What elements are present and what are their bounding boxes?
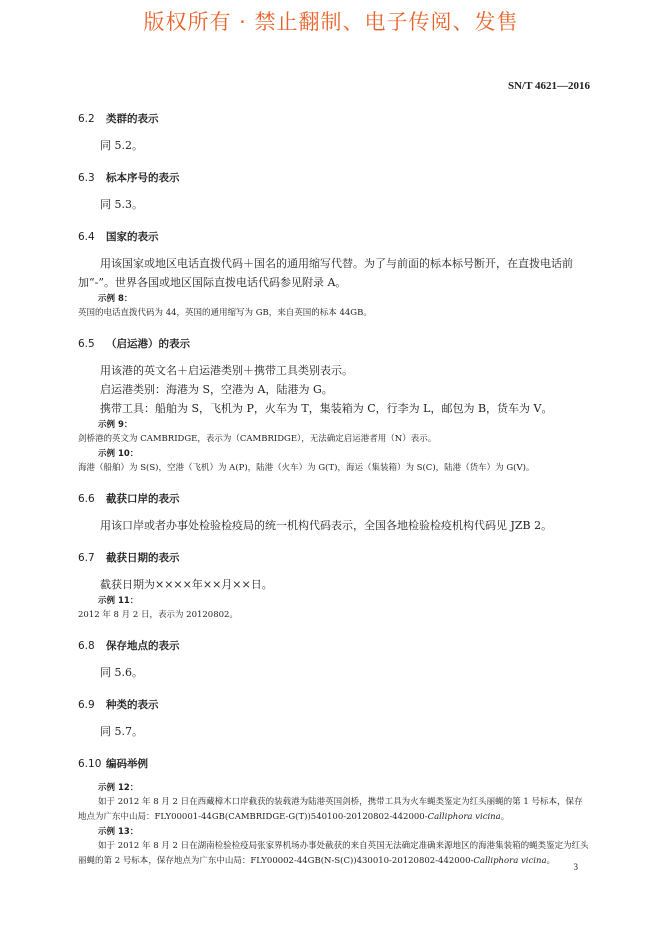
section-6-9-body: 同 5.7。 xyxy=(100,725,143,738)
species-name: Calliphora vicina xyxy=(427,812,501,822)
section-6-8-body: 同 5.6。 xyxy=(100,666,143,679)
example-10-label: 示例 10： xyxy=(98,449,139,459)
copyright-watermark: 版权所有 · 禁止翻制、电子传阅、发售 xyxy=(143,10,519,34)
page-number: 3 xyxy=(573,862,578,872)
section-6-9-heading: 6.9 种类的表示 xyxy=(78,699,159,711)
section-6-5-line-3: 携带工具：船舶为 S，飞机为 P，火车为 T，集装箱为 C，行李为 L，邮包为 B，货车为 V。 xyxy=(100,402,553,415)
section-6-4-body: 用该国家或地区电话直拨代码＋国名的通用缩写代替。为了与前面的标本标号断开，在直拨电话前加“-”。世界各国或地区国际直拨电话代码参见附录 A。 xyxy=(78,257,573,289)
section-6-3-heading: 6.3 标本序号的表示 xyxy=(78,172,180,184)
section-6-8-heading: 6.8 保存地点的表示 xyxy=(78,640,180,652)
section-6-10-heading: 6.10 编码举例 xyxy=(78,758,148,770)
example-13-text: 如于 2012 年 8 月 2 日在湖南检验检疫局张家界机场办事处截获的来自英国无法确定准确来源地区的海港集装箱的蝇类鉴定为红头丽蝇的第 2 号标本，保存地点为广东中山局：FLY00002-44GB(N-S(C))430010-20120802-442000-Calliphora vicina。 xyxy=(78,841,589,866)
section-6-7-body: 截获日期为××××年××月××日。 xyxy=(100,578,273,591)
section-6-5-heading: 6.5 （启运港）的表示 xyxy=(78,338,190,350)
example-9-text: 剑桥港的英文为 CAMBRIDGE，表示为（CAMBRIDGE），无法确定启运港者用（N）表示。 xyxy=(78,434,437,444)
example-13-label: 示例 13： xyxy=(98,827,139,837)
example-11-label: 示例 11： xyxy=(98,596,139,606)
section-6-2-heading: 6.2 类群的表示 xyxy=(78,113,159,125)
document-body xyxy=(78,112,590,869)
section-6-5-line-2: 启运港类别：海港为 S，空港为 A，陆港为 G。 xyxy=(100,383,333,396)
section-6-6-heading: 6.6 截获口岸的表示 xyxy=(78,493,180,505)
example-12-label: 示例 12： xyxy=(98,783,139,793)
section-6-5-line-1: 用该港的英文名＋启运港类别＋携带工具类别表示。 xyxy=(100,364,353,377)
example-10-text: 海港（船舶）为 S(S)，空港（飞机）为 A(P)，陆港（火车）为 G(T)，海运（集装箱）为 S(C)，陆港（货车）为 G(V)。 xyxy=(78,463,535,473)
example-8-text: 英国的电话直拨代码为 44，英国的通用缩写为 GB，来自英国的标本 44GB。 xyxy=(78,308,372,318)
example-9-label: 示例 9： xyxy=(98,420,133,430)
species-name: Calliphora vicina xyxy=(473,856,547,866)
example-12-text: 如于 2012 年 8 月 2 日在西藏樟木口岸截获的装载港为陆港英国剑桥，携带工具为火车蝇类鉴定为红头丽蝇的第 1 号标本，保存地点为广东中山局：FLY00001-44GB(CAMBRIDGE-G(T))540100-20120802-442000-Calliphora vicina。 xyxy=(78,797,583,822)
standard-number: SN/T 4621—2016 xyxy=(507,80,590,92)
section-6-7-heading: 6.7 截获日期的表示 xyxy=(78,552,180,564)
section-6-2-body: 同 5.2。 xyxy=(100,139,143,152)
example-8-label: 示例 8： xyxy=(98,294,133,304)
section-6-6-body: 用该口岸或者办事处检验检疫局的统一机构代码表示，全国各地检验检疫机构代码见 JZB 2。 xyxy=(100,519,553,532)
section-6-4-heading: 6.4 国家的表示 xyxy=(78,231,159,243)
section-6-3-body: 同 5.3。 xyxy=(100,198,143,211)
example-11-text: 2012 年 8 月 2 日，表示为 20120802。 xyxy=(78,610,238,620)
